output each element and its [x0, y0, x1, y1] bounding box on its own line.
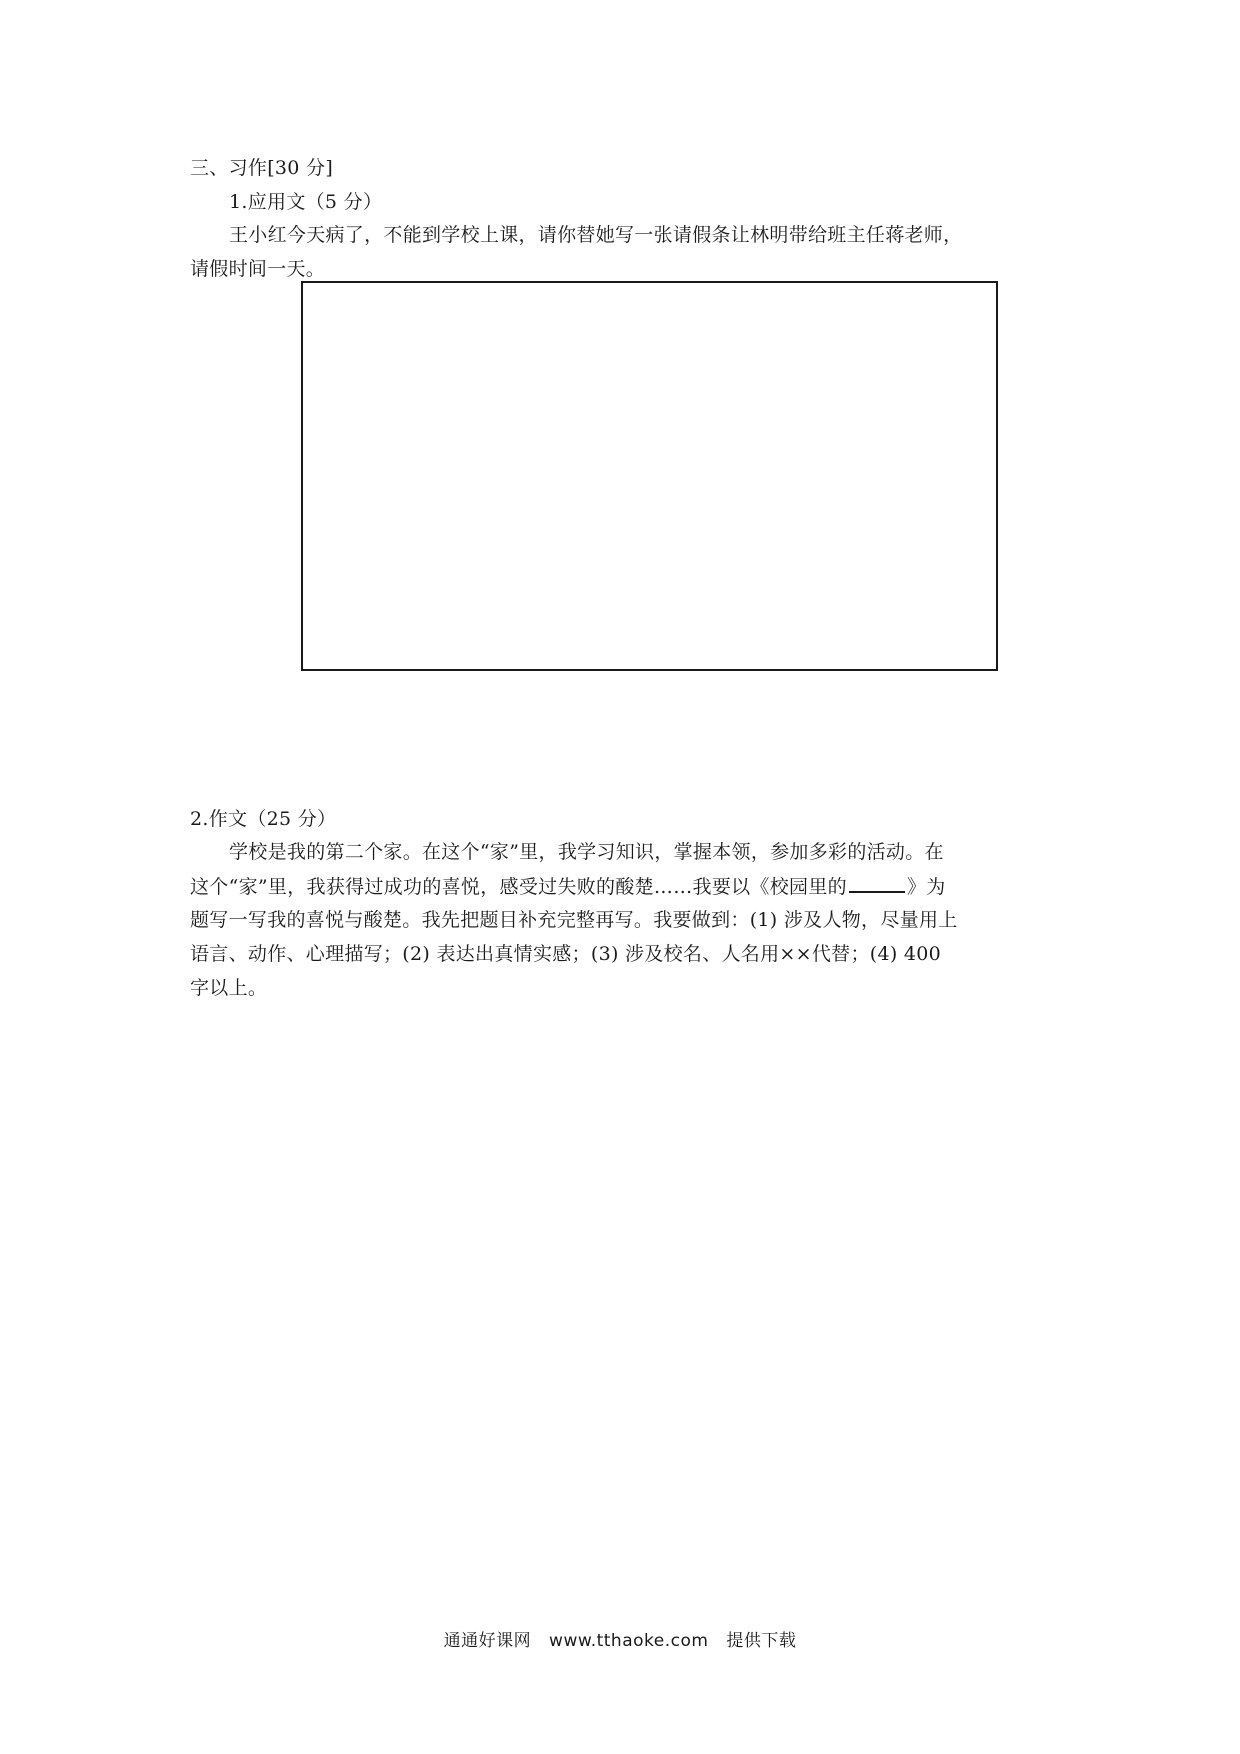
question1-prompt-line1: 王小红今天病了，不能到学校上课，请你替她写一张请假条让林明带给班主任蒋老师， — [229, 224, 963, 246]
footer-note: 提供下载 — [726, 1631, 797, 1651]
question2-line1: 学校是我的第二个家。在这个“家”里，我学习知识，掌握本领，参加多彩的活动。在 — [229, 841, 944, 863]
question2-line2 — [190, 873, 946, 900]
question2-line2-after-blank: 》为 — [906, 876, 946, 898]
section-title: 三、习作[30 分] — [190, 157, 334, 179]
question2-line2-before-blank: 这个“家”里，我获得过成功的喜悦，感受过失败的酸楚……我要以《校园里的 — [190, 876, 847, 898]
footer-url: www.tthaoke.com — [549, 1631, 709, 1651]
question2-title: 2.作文（25 分） — [190, 808, 337, 830]
page-footer — [0, 1629, 1240, 1653]
question2-line4: 语言、动作、心理描写；(2) 表达出真情实感；(3) 涉及校名、人名用××代替；(4) 400 — [190, 943, 942, 965]
footer-site-name: 通通好课网 — [443, 1631, 532, 1651]
question1-prompt-line2: 请假时间一天。 — [190, 258, 326, 280]
question1-title: 1.应用文（5 分） — [229, 191, 383, 213]
question2-line3: 题写一写我的喜悦与酸楚。我先把题目补充完整再写。我要做到：(1) 涉及人物，尽量用上 — [190, 909, 958, 931]
answer-box[interactable] — [301, 281, 998, 671]
title-fill-blank[interactable] — [849, 873, 905, 893]
question2-line5: 字以上。 — [190, 977, 268, 999]
